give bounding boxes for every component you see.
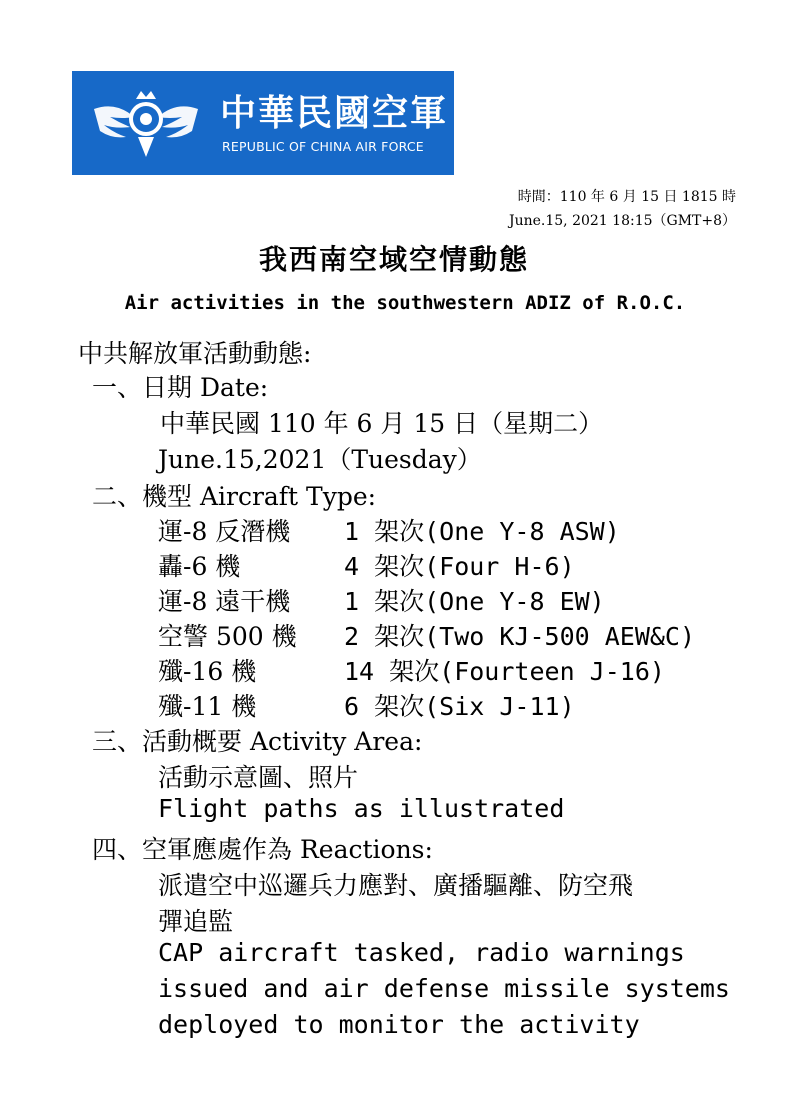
- reactions-en-line: CAP aircraft tasked, radio warnings: [158, 938, 685, 967]
- aircraft-sorties: 2 架次(Two KJ-500 AEW&C): [344, 622, 696, 651]
- air-force-emblem-icon: [86, 79, 206, 167]
- date-label: 一、日期 Date:: [92, 373, 269, 402]
- aircraft-name: 運-8 遠干機: [158, 587, 291, 616]
- reactions-en-line: issued and air defense missile systems: [158, 974, 730, 1003]
- aircraft-sorties: 4 架次(Four H-6): [344, 552, 575, 581]
- logo-name-cn: 中華民國空軍: [220, 93, 449, 134]
- reactions-en-line: deployed to monitor the activity: [158, 1010, 640, 1039]
- aircraft-name: 空警 500 機: [158, 622, 297, 651]
- date-en: June.15,2021（Tuesday）: [158, 445, 482, 474]
- activity-area-en: Flight paths as illustrated: [158, 794, 565, 823]
- logo-name-en: REPUBLIC OF CHINA AIR FORCE: [222, 139, 424, 154]
- aircraft-sorties: 1 架次(One Y-8 EW): [344, 587, 605, 616]
- aircraft-name: 轟-6 機: [158, 552, 241, 581]
- timestamp-roc: 時間：110 年 6 月 15 日 1815 時: [517, 189, 736, 205]
- timestamp-gregorian: June.15, 2021 18:15（GMT+8）: [508, 213, 736, 229]
- reactions-label: 四、空軍應處作為 Reactions:: [92, 835, 433, 864]
- date-roc: 中華民國 110 年 6 月 15 日（星期二）: [160, 409, 604, 438]
- page-title-cn: 我西南空域空情動態: [258, 243, 529, 276]
- reactions-cn-line: 派遣空中巡邏兵力應對、廣播驅離、防空飛: [158, 871, 634, 900]
- roc-air-force-logo: [72, 71, 454, 175]
- aircraft-name: 殲-11 機: [158, 692, 257, 721]
- aircraft-sorties: 1 架次(One Y-8 ASW): [344, 517, 620, 546]
- activity-area-label: 三、活動概要 Activity Area:: [92, 727, 423, 756]
- aircraft-type-label: 二、機型 Aircraft Type:: [92, 482, 377, 511]
- page-title-en: Air activities in the southwestern ADIZ of R.O.C.: [124, 292, 686, 314]
- section-heading: 中共解放軍活動動態:: [78, 339, 312, 368]
- reactions-cn-line: 彈追監: [158, 907, 234, 936]
- aircraft-name: 運-8 反潛機: [158, 517, 291, 546]
- aircraft-sorties: 14 架次(Fourteen J-16): [344, 657, 665, 686]
- aircraft-name: 殲-16 機: [158, 657, 257, 686]
- activity-area-cn: 活動示意圖、照片: [158, 763, 359, 792]
- aircraft-sorties: 6 架次(Six J-11): [344, 692, 575, 721]
